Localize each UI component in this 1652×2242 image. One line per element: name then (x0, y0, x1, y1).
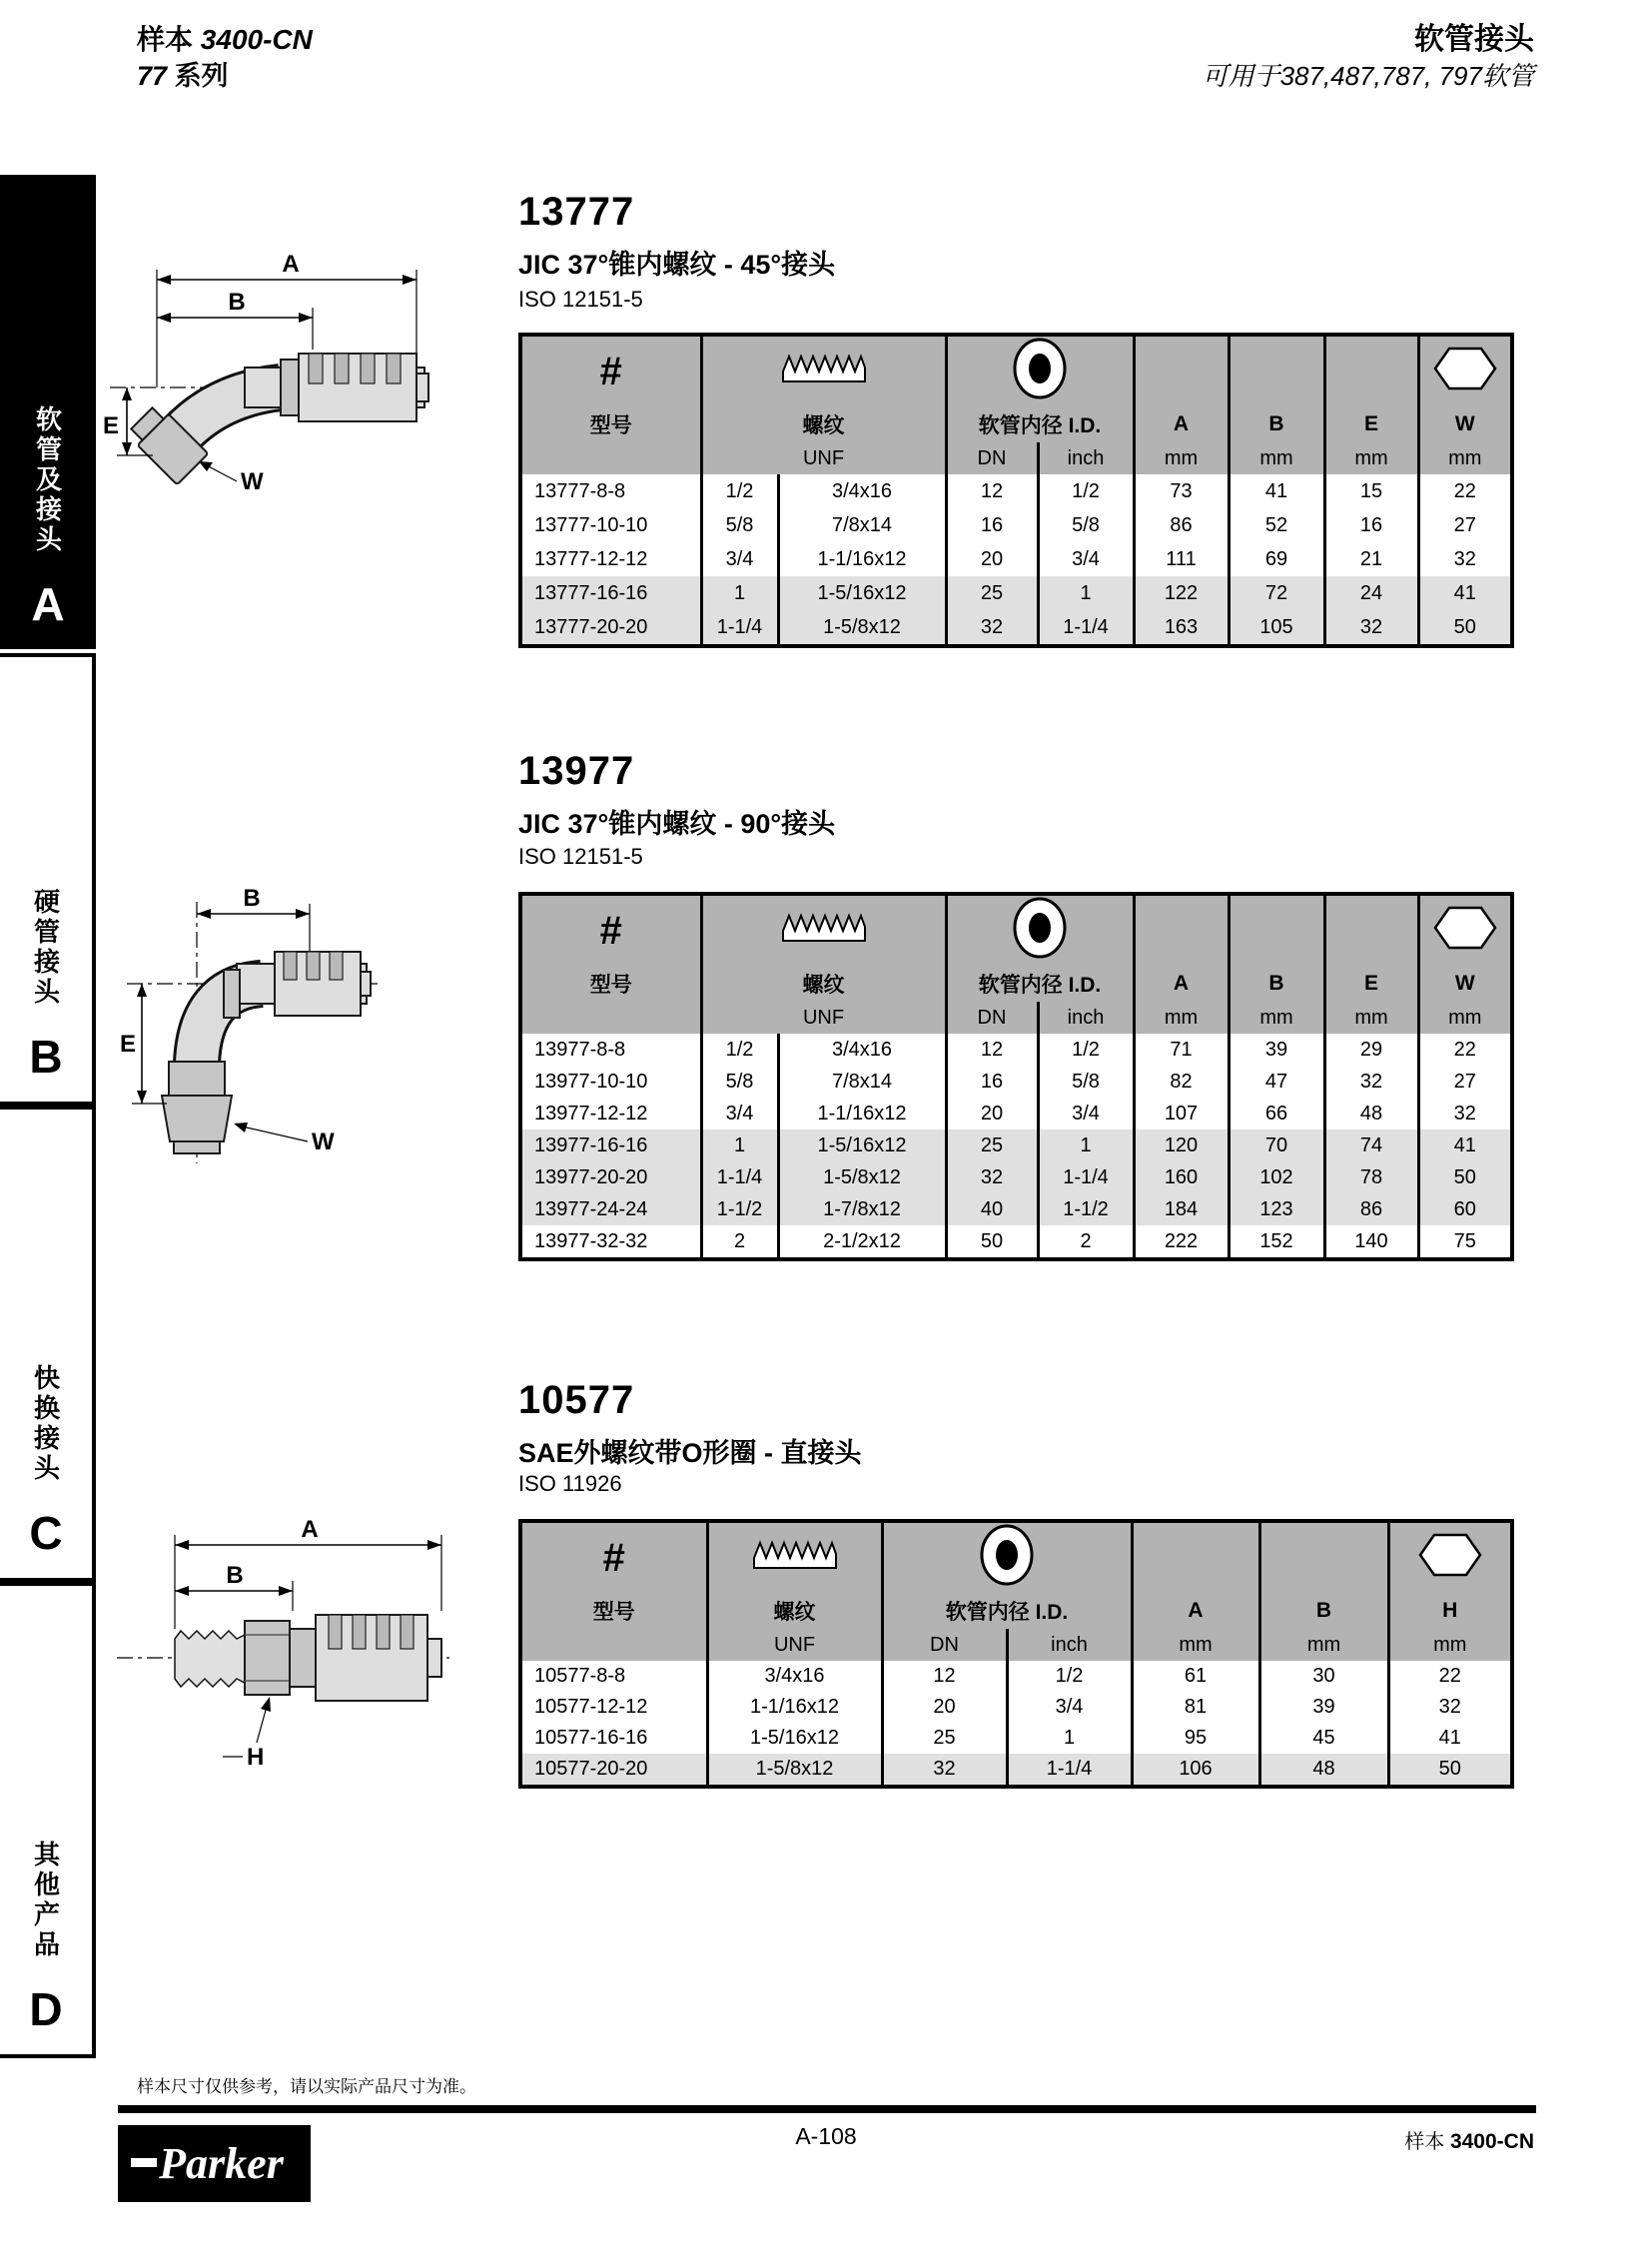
col-header-w: W (1418, 406, 1512, 442)
value-cell: 140 (1324, 1225, 1418, 1259)
value-cell: 61 (1132, 1661, 1259, 1692)
value-cell: 39 (1229, 1034, 1324, 1066)
value-cell: 48 (1259, 1754, 1388, 1787)
value-cell: 3/4x16 (778, 474, 946, 508)
value-cell: 30 (1259, 1661, 1388, 1692)
part-number-cell: 13977-10-10 (534, 1070, 648, 1093)
sidebar-tab-hose-fittings[interactable] (0, 175, 96, 649)
value-cell: 50 (1418, 1161, 1512, 1193)
value-cell: 105 (1229, 610, 1324, 646)
part-number-cell: 13977-16-16 (520, 1129, 701, 1161)
unit-inch: inch (1038, 1002, 1134, 1034)
value-cell: 3/4x16 (707, 1661, 882, 1692)
value-cell: 27 (1418, 1066, 1512, 1098)
col-header-thread: 螺纹 (701, 966, 946, 1002)
value-cell: 1/2 (1038, 474, 1134, 508)
value-cell: 60 (1418, 1193, 1512, 1225)
fitting-diagram-45deg (95, 238, 439, 492)
value-cell: 1-1/16x12 (778, 1098, 946, 1129)
section-subtitle: SAE外螺纹带O形圈 - 直接头 (518, 1438, 862, 1468)
section-standard: ISO 12151-5 (518, 287, 643, 312)
value-cell: 2 (1038, 1225, 1134, 1259)
table-row (520, 1129, 1512, 1161)
thread-icon (778, 911, 870, 945)
value-cell: 41 (1418, 1129, 1512, 1161)
value-cell: 22 (1388, 1661, 1512, 1692)
value-cell: 3/4 (1007, 1692, 1132, 1723)
value-cell: 1 (1007, 1723, 1132, 1754)
section-subtitle: JIC 37°锥内螺纹 - 90°接头 (518, 809, 836, 839)
value-cell: 1 (1038, 1129, 1134, 1161)
sidebar-tab-letter: A (31, 578, 65, 630)
fitting-diagram-90deg (112, 864, 387, 1168)
table-row (520, 1066, 1512, 1098)
sidebar-tab-label: 其他产品 (30, 1841, 61, 1960)
value-cell: 3/4 (701, 1098, 778, 1129)
section-part-number: 10577 (518, 1378, 635, 1422)
hex-nut-icon (1417, 1532, 1483, 1578)
col-header-a: A (1134, 406, 1229, 442)
section-part-number: 13777 (518, 190, 635, 234)
value-cell: 222 (1134, 1225, 1229, 1259)
value-cell: 1-5/8x12 (778, 1161, 946, 1193)
value-cell: 120 (1134, 1129, 1229, 1161)
unit-dn: DN (882, 1629, 1007, 1661)
table-row (520, 508, 1512, 542)
value-cell: 12 (946, 474, 1038, 508)
value-cell: 20 (882, 1692, 1007, 1723)
unit-mm: mm (1418, 442, 1512, 474)
value-cell: 111 (1134, 542, 1229, 576)
unit-mm: mm (1388, 1629, 1512, 1661)
unit-mm: mm (1134, 442, 1229, 474)
value-cell: 7/8x14 (778, 1066, 946, 1098)
sidebar-tab-label: 快换接头 (30, 1364, 61, 1484)
unit-mm: mm (1418, 1002, 1512, 1034)
footer-catalog-ref: 样本 3400-CN (1404, 2130, 1534, 2153)
unit-mm: mm (1324, 1002, 1418, 1034)
hex-nut-icon (1432, 346, 1498, 391)
value-cell: 40 (946, 1193, 1038, 1225)
hose-id-icon (978, 1523, 1036, 1587)
part-number-cell: 13777-16-16 (520, 576, 701, 610)
part-number-icon: # (599, 909, 622, 953)
value-cell: 15 (1324, 474, 1418, 508)
value-cell: 32 (1388, 1692, 1512, 1723)
value-cell: 122 (1134, 576, 1229, 610)
value-cell: 16 (1324, 508, 1418, 542)
col-header-e: E (1324, 966, 1418, 1002)
table-row (520, 1161, 1512, 1193)
col-header-w: W (1418, 966, 1512, 1002)
page-number: A-108 (795, 2123, 857, 2149)
hose-id-icon (1011, 896, 1069, 960)
part-number-cell: 13977-12-12 (534, 1102, 648, 1124)
value-cell: 1/2 (1007, 1661, 1132, 1692)
value-cell: 184 (1134, 1193, 1229, 1225)
value-cell: 86 (1324, 1193, 1418, 1225)
part-number-cell: 13777-20-20 (520, 610, 701, 646)
section-standard: ISO 12151-5 (518, 844, 643, 869)
value-cell: 1 (701, 576, 778, 610)
value-cell: 48 (1324, 1098, 1418, 1129)
table-row (520, 1034, 1512, 1066)
unit-inch: inch (1007, 1629, 1132, 1661)
value-cell: 7/8x14 (778, 508, 946, 542)
table-row (520, 1692, 1512, 1723)
part-number-cell: 13977-20-20 (520, 1161, 701, 1193)
value-cell: 1-7/8x12 (778, 1193, 946, 1225)
dim-label-w: W (312, 1128, 335, 1155)
hose-id-icon (1011, 337, 1069, 400)
col-header-a: A (1134, 966, 1229, 1002)
parker-logo (118, 2125, 311, 2202)
value-cell: 32 (946, 610, 1038, 646)
value-cell: 1/2 (701, 474, 778, 508)
value-cell: 50 (1388, 1754, 1512, 1787)
table-row (520, 1225, 1512, 1259)
value-cell: 45 (1259, 1723, 1388, 1754)
table-row (520, 542, 1512, 576)
part-number-cell: 13777-8-8 (534, 479, 626, 502)
value-cell: 74 (1324, 1129, 1418, 1161)
value-cell: 75 (1418, 1225, 1512, 1259)
table-row (520, 610, 1512, 646)
value-cell: 123 (1229, 1193, 1324, 1225)
value-cell: 95 (1132, 1723, 1259, 1754)
part-number-cell: 13777-12-12 (534, 547, 648, 570)
thread-icon (749, 1538, 841, 1572)
value-cell: 24 (1324, 576, 1418, 610)
sidebar-tab-letter: B (29, 1031, 63, 1083)
dim-label-e: E (103, 412, 120, 439)
table-row (520, 1193, 1512, 1225)
value-cell: 106 (1132, 1754, 1259, 1787)
page-title: 软管接头 (1414, 23, 1534, 56)
value-cell: 12 (882, 1661, 1007, 1692)
value-cell: 32 (882, 1754, 1007, 1787)
value-cell: 160 (1134, 1161, 1229, 1193)
value-cell: 86 (1134, 508, 1229, 542)
sidebar-tab-letter: C (29, 1507, 63, 1559)
value-cell: 73 (1134, 474, 1229, 508)
spec-table-10577 (518, 1519, 1514, 1789)
value-cell: 41 (1418, 576, 1512, 610)
value-cell: 32 (1324, 610, 1418, 646)
sidebar-tab-other-products[interactable] (0, 1582, 96, 2058)
thread-icon (778, 352, 870, 385)
part-number-icon: # (602, 1536, 625, 1580)
value-cell: 32 (1418, 1098, 1512, 1129)
col-header-hose-id: 软管内径 I.D. (946, 406, 1134, 442)
value-cell: 41 (1388, 1723, 1512, 1754)
sidebar-tab-letter: D (29, 1983, 63, 2035)
unit-unf: UNF (707, 1629, 882, 1661)
value-cell: 3/4 (701, 542, 778, 576)
value-cell: 27 (1418, 508, 1512, 542)
value-cell: 1-1/2 (701, 1193, 778, 1225)
value-cell: 66 (1229, 1098, 1324, 1129)
header-right (1203, 22, 1534, 94)
unit-mm: mm (1324, 442, 1418, 474)
dim-label-e: E (120, 1031, 137, 1058)
dim-label-h: H (247, 1744, 265, 1771)
section-standard: ISO 11926 (518, 1471, 622, 1496)
value-cell: 16 (946, 1066, 1038, 1098)
value-cell: 78 (1324, 1161, 1418, 1193)
value-cell: 50 (946, 1225, 1038, 1259)
col-header-hose-id: 软管内径 I.D. (946, 966, 1134, 1002)
value-cell: 152 (1229, 1225, 1324, 1259)
table-row (520, 1754, 1512, 1787)
dim-label-b: B (228, 289, 246, 316)
unit-unf: UNF (701, 1002, 946, 1034)
col-header-b: B (1229, 966, 1324, 1002)
value-cell: 2-1/2x12 (778, 1225, 946, 1259)
sidebar-tab-label: 硬管接头 (30, 888, 61, 1008)
value-cell: 16 (946, 508, 1038, 542)
value-cell: 3/4x16 (778, 1034, 946, 1066)
unit-dn: DN (946, 442, 1038, 474)
hex-nut-icon (1432, 905, 1498, 951)
parker-logo-text: Parker (145, 2138, 284, 2189)
col-header-b: B (1259, 1593, 1388, 1629)
series-label: 77 系列 (137, 61, 229, 91)
value-cell: 72 (1229, 576, 1324, 610)
catalog-label: 样本 3400-CN (137, 24, 313, 55)
value-cell: 52 (1229, 508, 1324, 542)
value-cell: 20 (946, 1098, 1038, 1129)
value-cell: 3/4 (1038, 542, 1134, 576)
sidebar-tab-label: 软管及接头 (32, 405, 63, 555)
value-cell: 32 (1418, 542, 1512, 576)
value-cell: 20 (946, 542, 1038, 576)
value-cell: 12 (946, 1034, 1038, 1066)
value-cell: 1-5/8x12 (778, 610, 946, 646)
value-cell: 1-5/16x12 (778, 576, 946, 610)
col-header-hose-id: 软管内径 I.D. (882, 1593, 1132, 1629)
dim-label-a: A (301, 1516, 319, 1543)
part-number-cell: 10577-12-12 (534, 1696, 648, 1718)
part-number-cell: 13777-10-10 (534, 513, 648, 536)
value-cell: 102 (1229, 1161, 1324, 1193)
dim-label-w: W (241, 468, 264, 492)
dim-label-b: B (226, 1562, 244, 1589)
col-header-part: 型号 (520, 1593, 707, 1629)
unit-mm: mm (1229, 1002, 1324, 1034)
col-header-thread: 螺纹 (707, 1593, 882, 1629)
value-cell: 1 (1038, 576, 1134, 610)
value-cell: 32 (946, 1161, 1038, 1193)
section-subtitle: JIC 37°锥内螺纹 - 45°接头 (518, 250, 836, 280)
col-header-thread: 螺纹 (701, 406, 946, 442)
spec-table-13777 (518, 333, 1514, 648)
unit-inch: inch (1038, 442, 1134, 474)
value-cell: 2 (701, 1225, 778, 1259)
value-cell: 1-5/16x12 (778, 1129, 946, 1161)
value-cell: 1-1/4 (1038, 610, 1134, 646)
value-cell: 163 (1134, 610, 1229, 646)
part-number-cell: 13977-32-32 (534, 1229, 648, 1252)
value-cell: 5/8 (701, 508, 778, 542)
spec-table-body (520, 474, 1512, 646)
value-cell: 1-5/16x12 (707, 1723, 882, 1754)
value-cell: 25 (946, 576, 1038, 610)
part-number-cell: 13977-24-24 (520, 1193, 701, 1225)
header-left (137, 22, 313, 94)
value-cell: 1-1/16x12 (778, 542, 946, 576)
part-number-cell: 10577-16-16 (534, 1727, 648, 1749)
spec-table-body (520, 1661, 1512, 1787)
value-cell: 82 (1134, 1066, 1229, 1098)
col-header-b: B (1229, 406, 1324, 442)
sidebar-tab-tube-fittings[interactable] (0, 653, 96, 1106)
col-header-part: 型号 (520, 406, 701, 442)
section-part-number: 13977 (518, 749, 635, 793)
fitting-diagram-straight (105, 1443, 454, 1793)
unit-mm: mm (1259, 1629, 1388, 1661)
table-row (520, 474, 1512, 508)
value-cell: 1/2 (701, 1034, 778, 1066)
value-cell: 69 (1229, 542, 1324, 576)
col-header-a: A (1132, 1593, 1259, 1629)
unit-mm: mm (1134, 1002, 1229, 1034)
value-cell: 21 (1324, 542, 1418, 576)
value-cell: 22 (1418, 1034, 1512, 1066)
value-cell: 5/8 (1038, 508, 1134, 542)
value-cell: 3/4 (1038, 1098, 1134, 1129)
value-cell: 22 (1418, 474, 1512, 508)
unit-dn: DN (946, 1002, 1038, 1034)
value-cell: 1-1/4 (701, 610, 778, 646)
value-cell: 32 (1324, 1066, 1418, 1098)
value-cell: 71 (1134, 1034, 1229, 1066)
value-cell: 29 (1324, 1034, 1418, 1066)
sidebar-tab-quick-couplings[interactable] (0, 1106, 96, 1582)
value-cell: 5/8 (701, 1066, 778, 1098)
col-header-h: H (1388, 1593, 1512, 1629)
value-cell: 107 (1134, 1098, 1229, 1129)
dim-label-b: B (243, 885, 261, 912)
value-cell: 1/2 (1038, 1034, 1134, 1066)
value-cell: 1-1/4 (1007, 1754, 1132, 1787)
dimensions-disclaimer: 样本尺寸仅供参考，请以实际产品尺寸为准。 (137, 2077, 476, 2096)
value-cell: 25 (882, 1723, 1007, 1754)
part-number-cell: 10577-8-8 (534, 1665, 626, 1687)
value-cell: 1-5/8x12 (707, 1754, 882, 1787)
part-number-cell: 13977-8-8 (534, 1038, 626, 1061)
value-cell: 70 (1229, 1129, 1324, 1161)
part-number-icon: # (599, 350, 622, 393)
value-cell: 1-1/4 (701, 1161, 778, 1193)
value-cell: 1-1/2 (1038, 1193, 1134, 1225)
value-cell: 47 (1229, 1066, 1324, 1098)
value-cell: 1-1/4 (1038, 1161, 1134, 1193)
table-row (520, 576, 1512, 610)
part-number-cell: 10577-20-20 (520, 1754, 707, 1787)
table-row (520, 1661, 1512, 1692)
value-cell: 1 (701, 1129, 778, 1161)
value-cell: 5/8 (1038, 1066, 1134, 1098)
table-row (520, 1098, 1512, 1129)
unit-mm: mm (1132, 1629, 1259, 1661)
value-cell: 25 (946, 1129, 1038, 1161)
value-cell: 41 (1229, 474, 1324, 508)
value-cell: 81 (1132, 1692, 1259, 1723)
unit-mm: mm (1229, 442, 1324, 474)
col-header-e: E (1324, 406, 1418, 442)
value-cell: 50 (1418, 610, 1512, 646)
dim-label-a: A (282, 251, 300, 278)
page-subtitle: 可用于387,487,787, 797软管 (1202, 61, 1534, 91)
footer-rule (118, 2105, 1536, 2113)
unit-unf: UNF (701, 442, 946, 474)
value-cell: 1-1/16x12 (707, 1692, 882, 1723)
table-row (520, 1723, 1512, 1754)
value-cell: 39 (1259, 1692, 1388, 1723)
spec-table-body (520, 1034, 1512, 1259)
col-header-part: 型号 (520, 966, 701, 1002)
spec-table-13977 (518, 892, 1514, 1261)
